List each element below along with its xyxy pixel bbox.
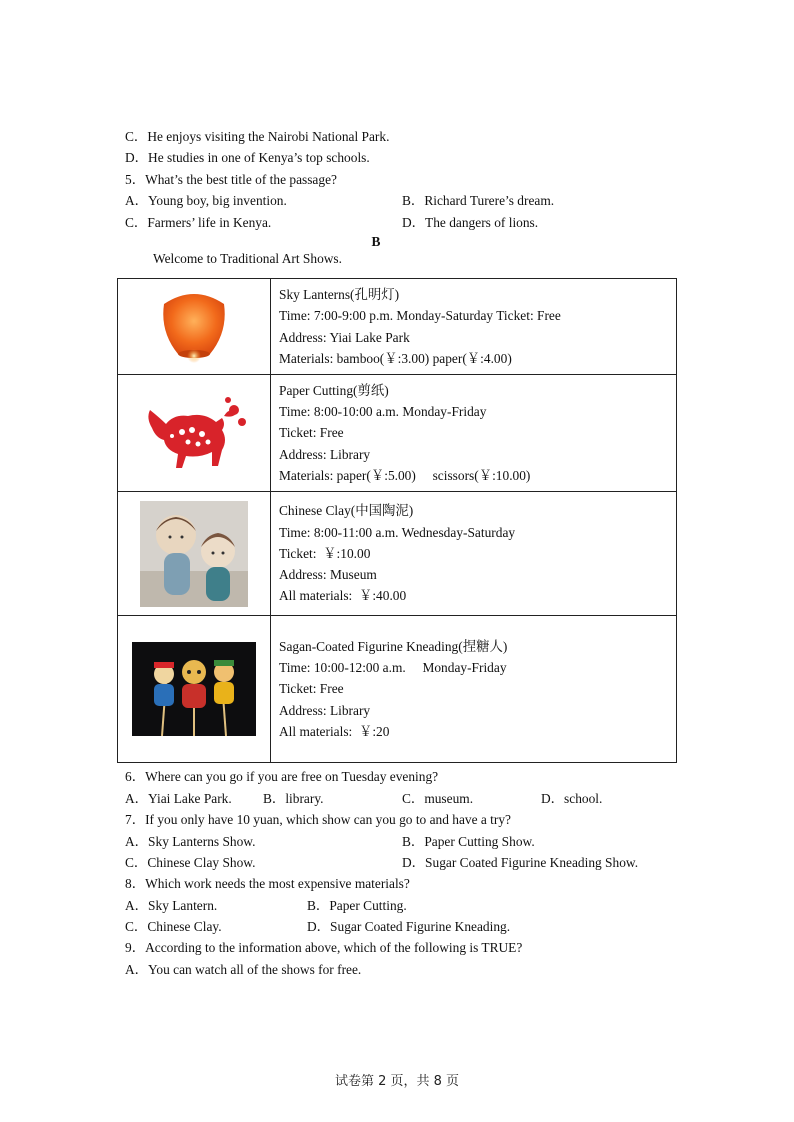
show-address: Address: Library (279, 702, 371, 718)
show-time: Time: 8:00-11:00 a.m. Wednesday-Saturday (279, 524, 516, 540)
option-d-prev: D．He studies in one of Kenya’s top schools. (125, 150, 370, 165)
q6-option-a: A．Yiai Lake Park. (125, 791, 232, 806)
show-address: Address: Yiai Lake Park (279, 329, 410, 345)
page-footer: 试卷第 2 页，共 8 页 (334, 1074, 460, 1089)
q7-option-d: D．Sugar Coated Figurine Kneading Show. (402, 855, 639, 870)
q9-option-a: A．You can watch all of the shows for free. (125, 962, 362, 977)
q7-option-b: B．Paper Cutting Show. (402, 834, 535, 849)
sky-lanterns-info (271, 279, 677, 375)
section-b-label: B (371, 234, 381, 249)
section-b-intro: Welcome to Traditional Art Shows. (153, 251, 342, 266)
shows-table (117, 278, 677, 763)
show-time: Time: 10:00-12:00 a.m. Monday-Friday (279, 660, 507, 676)
show-title: Sky Lanterns(孔明灯) (279, 286, 400, 302)
q8-option-c: C．Chinese Clay. (125, 919, 222, 934)
question-5-stem: 5．What’s the best title of the passage? (125, 172, 337, 187)
show-address: Address: Library (279, 446, 371, 462)
q5-option-d: D．The dangers of lions. (402, 215, 539, 230)
show-materials: Materials: paper(￥:5.00) scissors(￥:10.00) (279, 467, 531, 483)
show-materials: Materials: bamboo(￥:3.00) paper(￥:4.00) (279, 350, 512, 366)
q6-option-b: B．library. (263, 791, 324, 806)
question-6-stem: 6．Where can you go if you are free on Tuesday evening? (125, 769, 439, 784)
chinese-clay-info (271, 492, 677, 616)
q5-option-b: B．Richard Turere’s dream. (402, 193, 555, 208)
show-materials: All materials: ￥:20 (279, 723, 390, 739)
show-row-chinese-clay (118, 492, 677, 616)
show-address: Address: Museum (279, 567, 377, 583)
show-title: Paper Cutting(剪纸) (279, 382, 389, 398)
q7-option-a: A．Sky Lanterns Show. (125, 834, 256, 849)
show-title: Chinese Clay(中国陶泥) (279, 503, 414, 519)
show-ticket: Ticket: Free (279, 681, 344, 697)
q6-option-d: D．school. (541, 791, 603, 806)
show-ticket: Ticket: ￥:10.00 (279, 545, 371, 561)
paper-cutting-info (271, 375, 677, 492)
show-row-sky-lanterns (118, 279, 677, 375)
q8-option-d: D．Sugar Coated Figurine Kneading. (307, 919, 511, 934)
show-row-sugar-figurine (118, 616, 677, 763)
question-7-stem: 7．If you only have 10 yuan, which show can you go to and have a try? (125, 812, 512, 827)
q8-option-a: A．Sky Lantern. (125, 898, 218, 913)
question-8-stem: 8．Which work needs the most expensive materials? (125, 876, 410, 891)
sky-lantern-photo (118, 279, 271, 375)
question-9-stem: 9．According to the information above, which of the following is TRUE? (125, 940, 523, 955)
q5-option-c: C．Farmers’ life in Kenya. (125, 215, 272, 230)
sugar-figurine-info (271, 616, 677, 763)
show-time: Time: 8:00-10:00 a.m. Monday-Friday (279, 404, 487, 420)
show-time: Time: 7:00-9:00 p.m. Monday-Saturday Ticket: Free (279, 308, 561, 324)
paper-cutting-photo (118, 375, 271, 492)
show-materials: All materials: ￥:40.00 (279, 588, 407, 604)
show-row-paper-cutting (118, 375, 677, 492)
sugar-figurines-photo (118, 616, 271, 763)
q6-option-c: C．museum. (402, 791, 474, 806)
show-title: Sagan-Coated Figurine Kneading(捏糖人) (279, 638, 508, 654)
q7-option-c: C．Chinese Clay Show. (125, 855, 256, 870)
q8-option-b: B．Paper Cutting. (307, 898, 407, 913)
q5-option-a: A．Young boy, big invention. (125, 193, 287, 208)
option-c-prev: C．He enjoys visiting the Nairobi National Park. (125, 129, 390, 144)
show-ticket: Ticket: Free (279, 425, 344, 441)
clay-dolls-photo (118, 492, 271, 616)
